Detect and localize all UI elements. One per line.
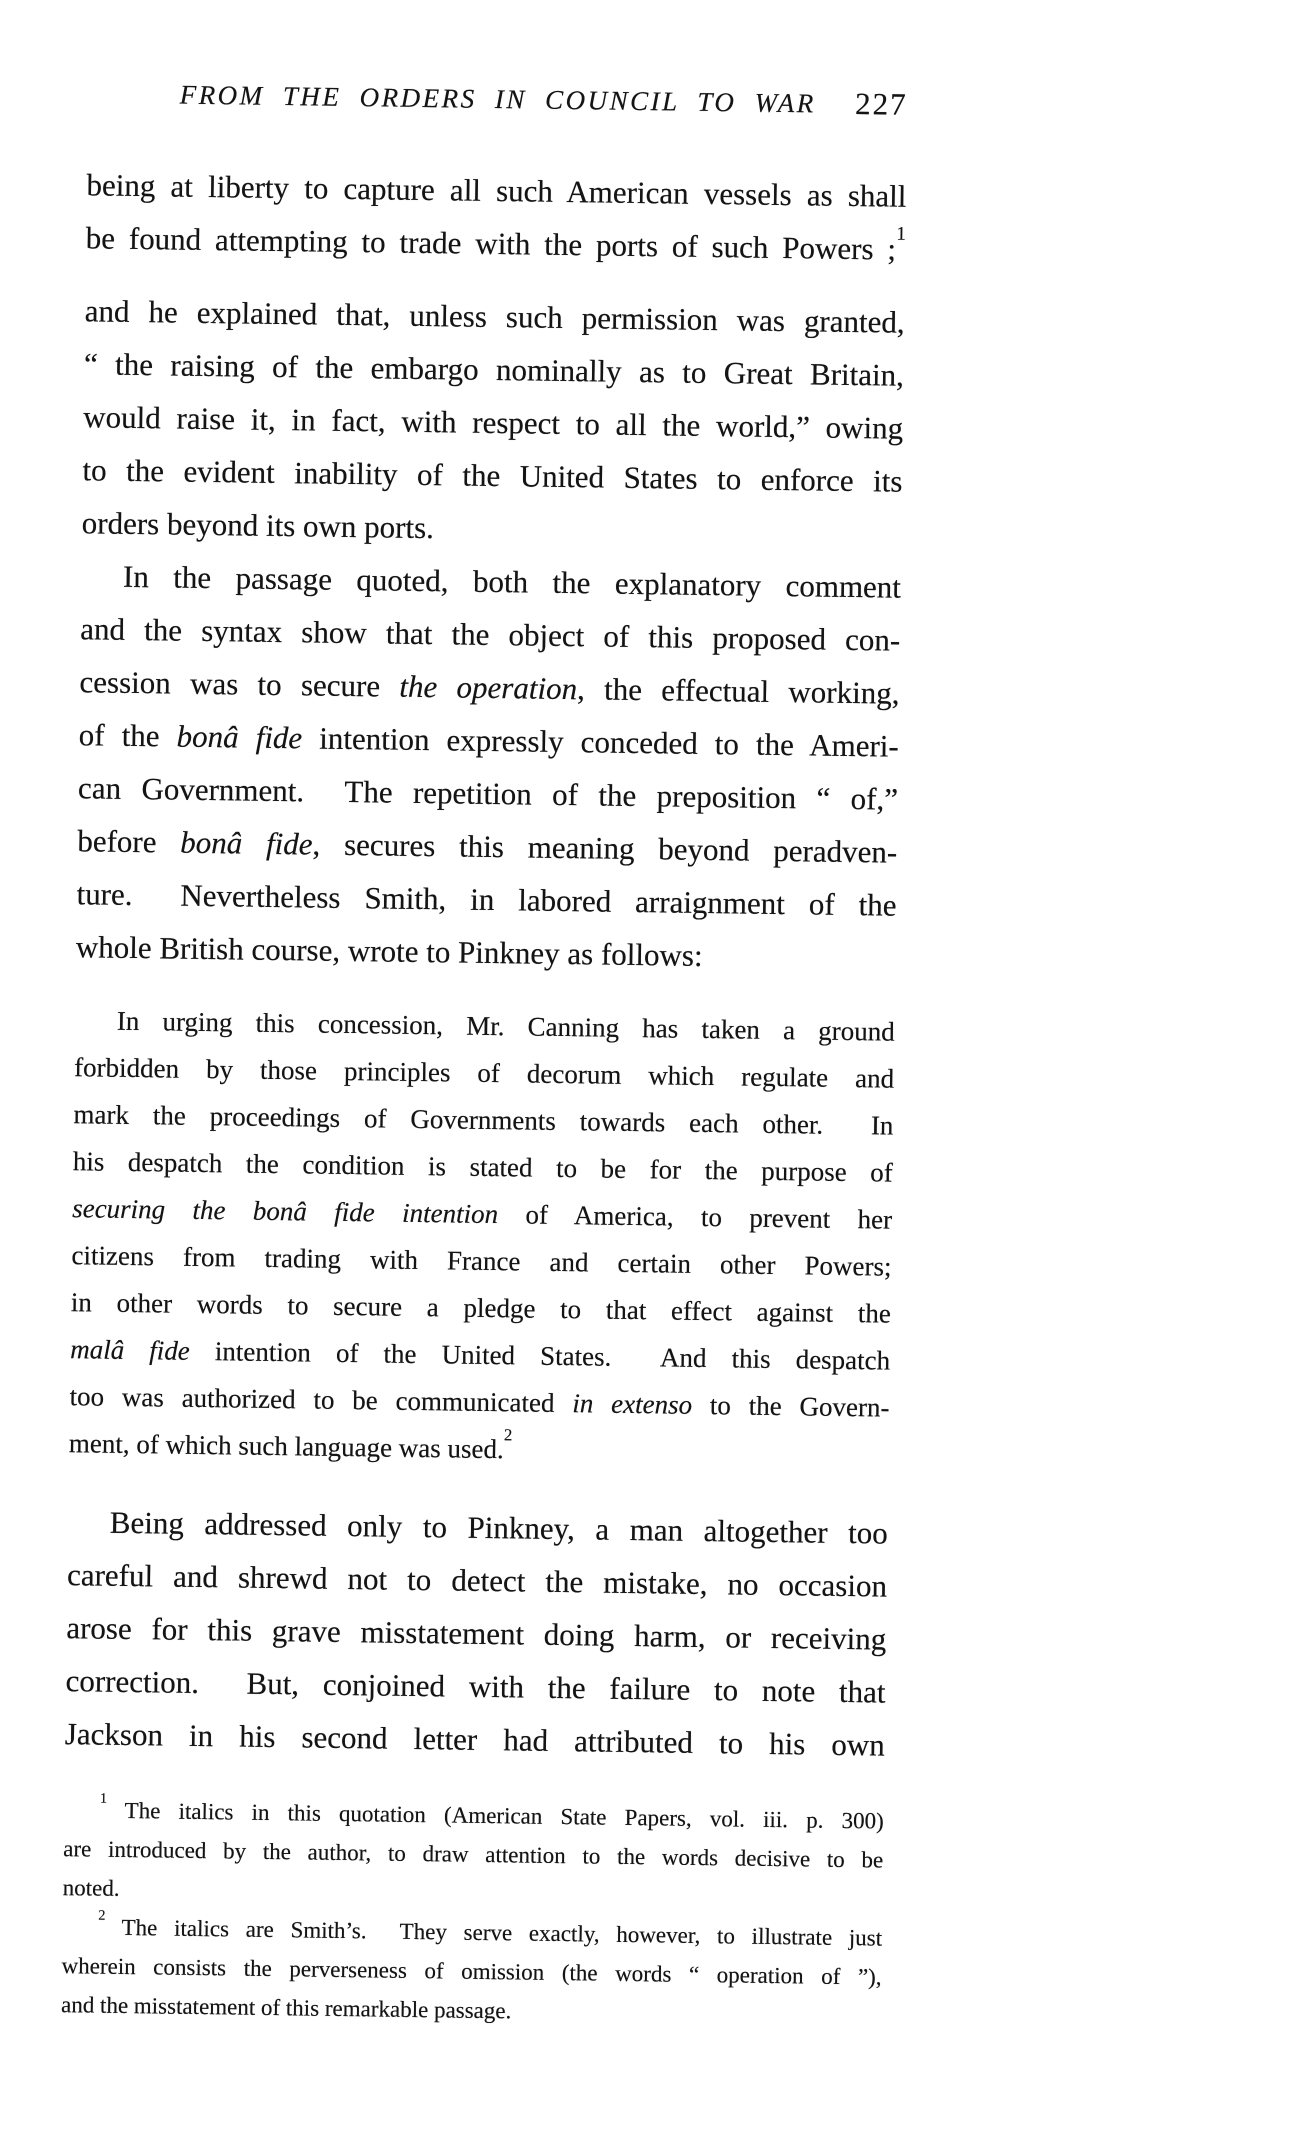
text-line: are introduced by the author, to draw attention to the words decisive to be xyxy=(63,1836,884,1873)
text-line: wherein consists the perverseness of omission (the words “ operation of ”), xyxy=(61,1953,882,1990)
text-line: In the passage quoted, both the explanatory comment xyxy=(122,558,902,605)
text-line: ment, of which such language was used.$^2$ xyxy=(68,1425,513,1465)
text-line: and the syntax show that the object of this proposed con- xyxy=(80,611,901,658)
text-line: mark the proceedings of Governments towards each other. In xyxy=(73,1099,894,1141)
text-line: forbidden by those principles of decorum which regulate and xyxy=(73,1052,895,1094)
text-line: cession was to secure the operation, the effectual working, xyxy=(79,664,900,711)
text-line: before bonâ fide, secures this meaning beyond peradven- xyxy=(77,823,898,870)
page-number: 227 xyxy=(854,85,908,122)
paragraph xyxy=(85,158,906,275)
text-line: ture. Nevertheless Smith, in labored arraignment of the xyxy=(76,876,897,923)
block-quote xyxy=(69,997,895,1478)
text-line: noted. xyxy=(62,1875,120,1901)
text-line: “ the raising of the embargo nominally as to Great Britain, xyxy=(83,346,905,393)
text-line: In urging this concession, Mr. Canning has taken a ground xyxy=(116,1005,895,1047)
text-line: of the bonâ fide intention expressly conceded to the Ameri- xyxy=(78,717,899,764)
text-line: $^1$ The italics in this quotation (American State Papers, vol. iii. p. 300) xyxy=(99,1790,884,1834)
text-line: too was authorized to be communicated in extenso to the Govern- xyxy=(69,1381,890,1423)
footnote xyxy=(62,1790,884,1918)
text-line: orders beyond its own ports. xyxy=(81,505,435,546)
text-line: careful and shrewd not to detect the mistake, no occasion xyxy=(66,1557,888,1604)
text-line: Being addressed only to Pinkney, a man altogether too xyxy=(109,1504,888,1551)
text-line: securing the bonâ fide intention of America, to prevent her xyxy=(71,1193,893,1235)
text-line: Jackson in his second letter had attributed to his own xyxy=(64,1716,886,1763)
paragraph xyxy=(64,1495,888,1771)
text-line: his despatch the condition is stated to be for the purpose of xyxy=(72,1146,893,1188)
text-line: arose for this grave misstatement doing harm, or receiving xyxy=(66,1610,887,1657)
text-line: would raise it, in fact, with respect to all the world,” owing xyxy=(83,399,904,446)
text-line: in other words to secure a pledge to that effect against the xyxy=(70,1287,892,1329)
text-line: malâ fide intention of the United States. And this despatch xyxy=(70,1334,891,1376)
paragraph xyxy=(81,284,905,560)
text-line: $^2$ The italics are Smith’s. They serve exactly, however, to illustrate just xyxy=(98,1907,883,1951)
running-header xyxy=(87,74,908,127)
text-line: to the evident inability of the United States to enforce its xyxy=(82,452,903,499)
footnote xyxy=(61,1907,883,2035)
text-line: can Government. The repetition of the preposition “ of,” xyxy=(77,770,899,817)
running-header-title: FROM THE ORDERS IN COUNCIL TO WAR xyxy=(179,79,816,119)
page-body xyxy=(64,158,906,1771)
paragraph xyxy=(75,549,901,984)
page-content xyxy=(61,74,908,2035)
text-line: whole British course, wrote to Pinkney as follows: xyxy=(75,929,703,973)
text-line: and the misstatement of this remarkable passage. xyxy=(60,1992,512,2024)
text-line: and he explained that, unless such permission was granted, xyxy=(84,293,905,340)
text-line: being at liberty to capture all such American vessels as shall xyxy=(86,167,907,214)
text-line: citizens from trading with France and certain other Powers; xyxy=(71,1240,892,1282)
text-line: be found attempting to trade with the ports of such Powers ;$^1$ xyxy=(85,220,907,267)
text-line: correction. But, conjoined with the failure to note that xyxy=(65,1663,886,1710)
footnotes xyxy=(61,1790,884,2035)
